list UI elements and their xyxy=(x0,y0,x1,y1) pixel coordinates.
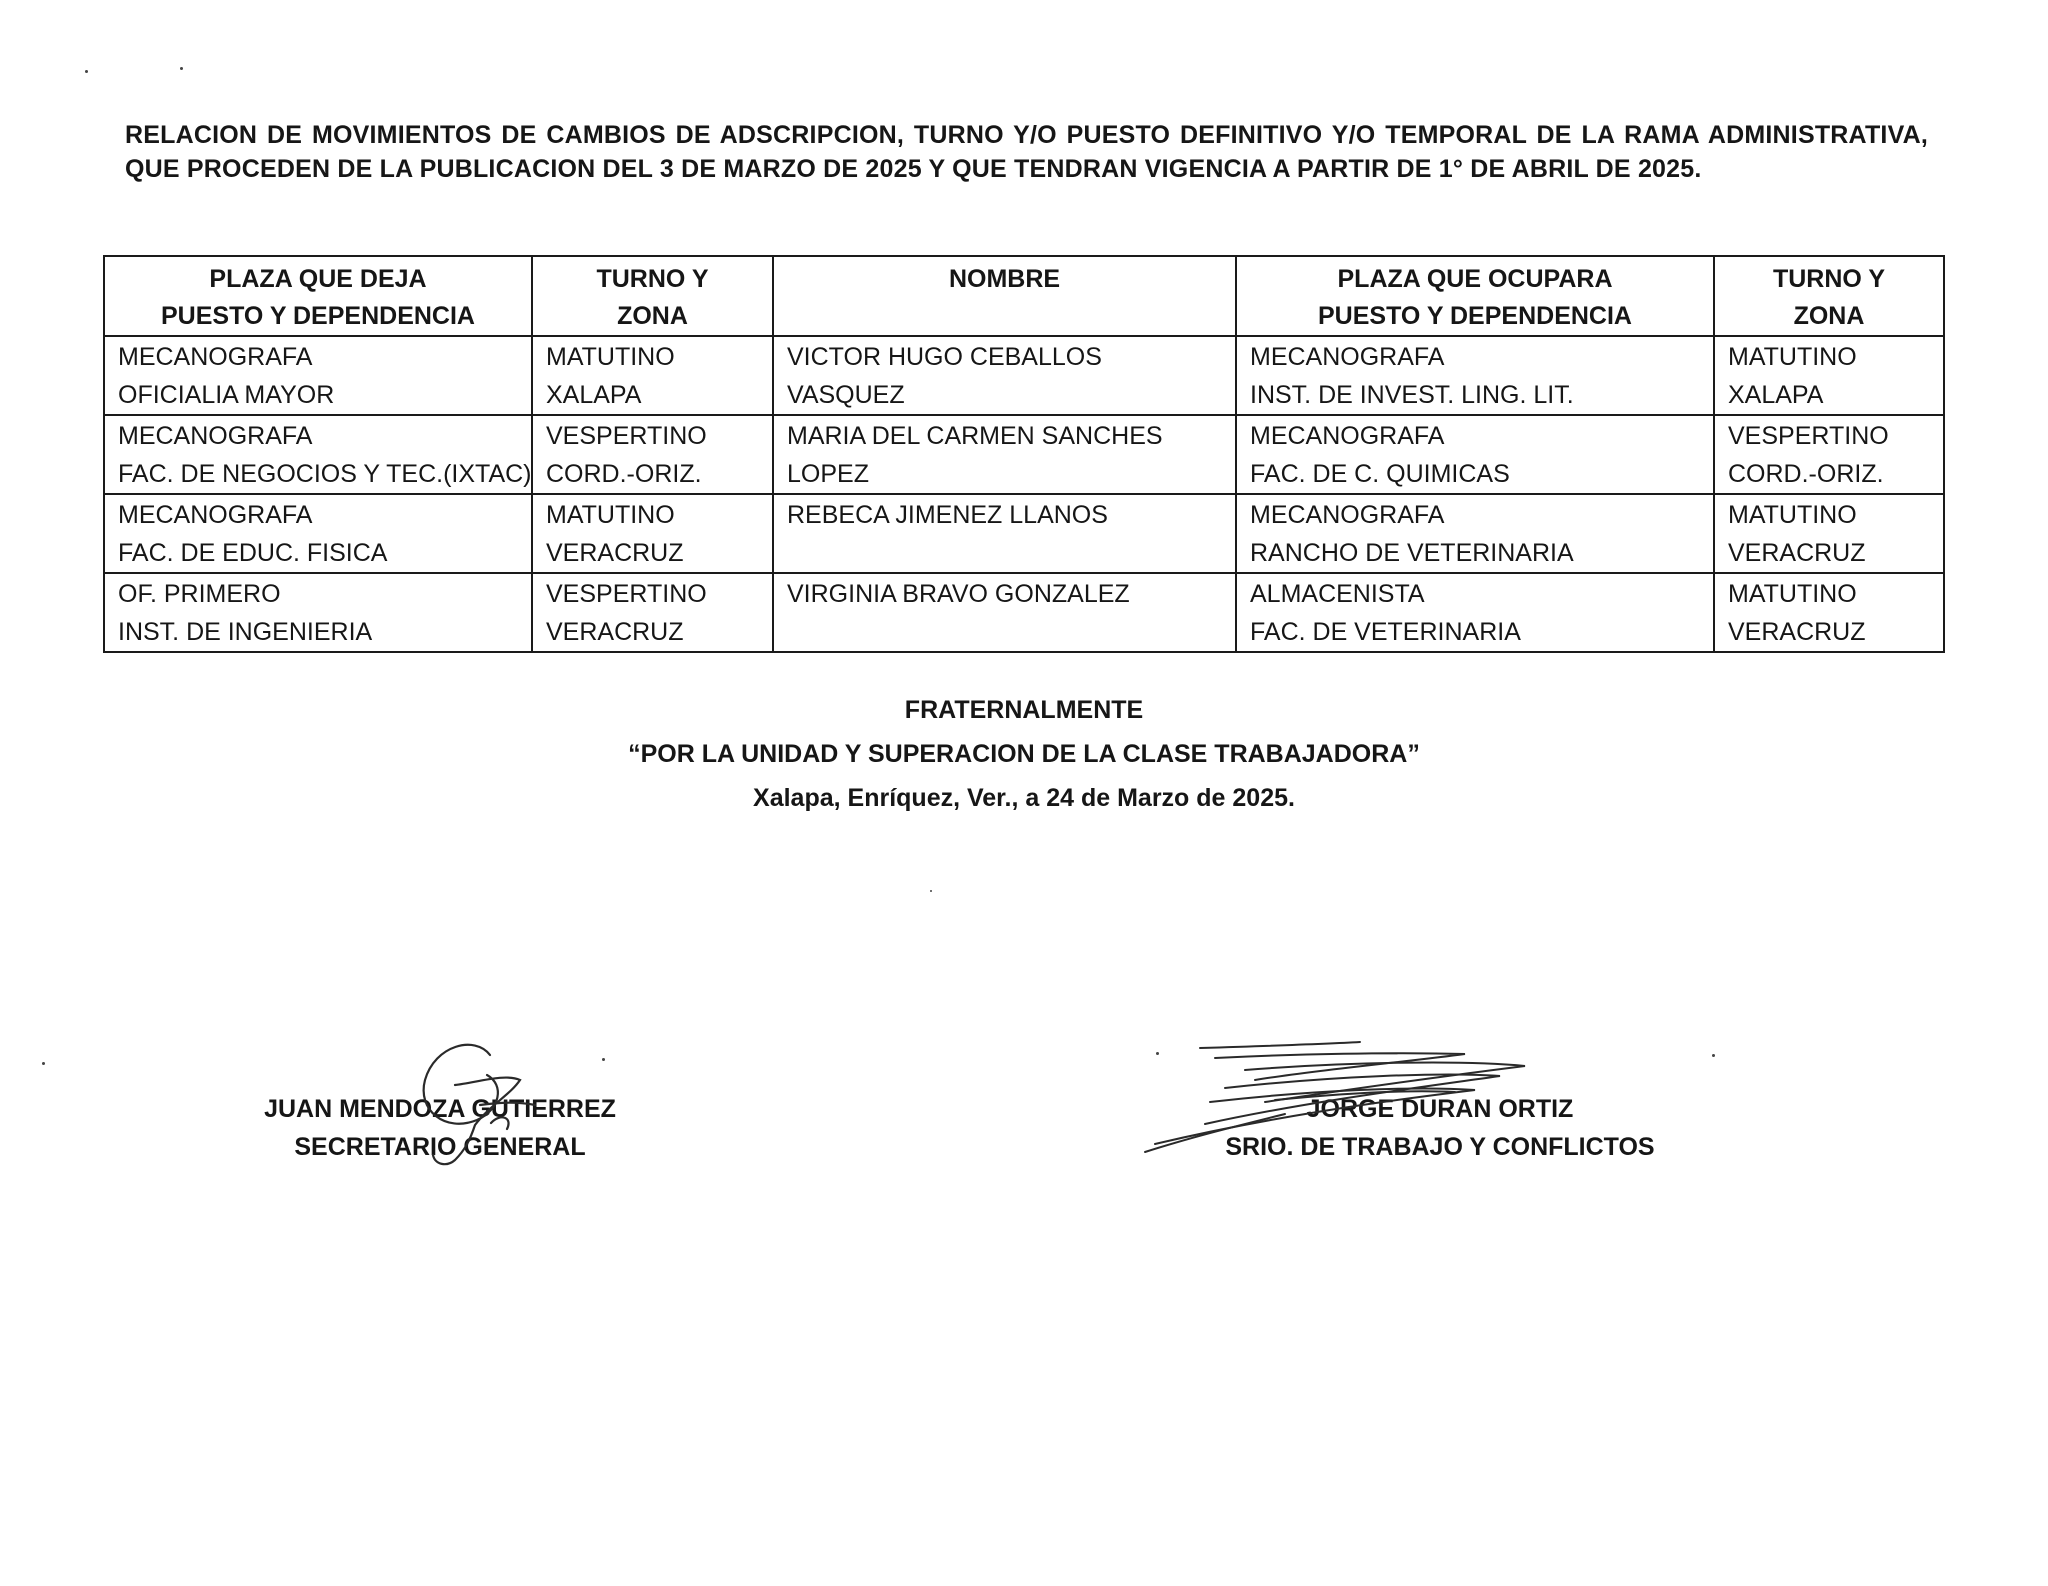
table-cell xyxy=(104,573,532,652)
table-row xyxy=(104,415,1944,494)
cell-line: INST. DE INVEST. LING. LIT. xyxy=(1250,381,1574,409)
signatory-name: JUAN MENDOZA GUTIERREZ xyxy=(264,1095,616,1123)
cell-line: CORD.-ORIZ. xyxy=(546,460,702,488)
header-line: NOMBRE xyxy=(948,265,1061,293)
header-nombre xyxy=(773,256,1236,336)
cell-line: OF. PRIMERO xyxy=(118,580,281,608)
scan-speck xyxy=(85,70,88,73)
table-cell xyxy=(1714,573,1944,652)
scan-speck xyxy=(602,1058,605,1061)
header-plaza-que-deja xyxy=(104,256,532,336)
cell-line: MECANOGRAFA xyxy=(1250,501,1445,529)
cell-line: VESPERTINO xyxy=(546,580,707,608)
table-cell xyxy=(104,494,532,573)
cell-line: MATUTINO xyxy=(1728,343,1857,371)
table-cell xyxy=(1714,494,1944,573)
cell-line: MARIA DEL CARMEN SANCHES xyxy=(787,422,1163,450)
cell-line: VERACRUZ xyxy=(1728,618,1866,646)
table-row xyxy=(104,494,1944,573)
header-plaza-que-ocupara xyxy=(1236,256,1714,336)
header-line: ZONA xyxy=(617,302,688,330)
cell-line: MECANOGRAFA xyxy=(118,343,313,371)
table-cell xyxy=(1714,415,1944,494)
cell-line: INST. DE INGENIERIA xyxy=(118,618,373,646)
cell-line: VASQUEZ xyxy=(787,381,905,409)
cell-line: MATUTINO xyxy=(1728,501,1857,529)
cell-line: VERACRUZ xyxy=(546,539,684,567)
cell-line: ALMACENISTA xyxy=(1250,580,1425,608)
cell-line: VIRGINIA BRAVO GONZALEZ xyxy=(787,580,1130,608)
table-cell xyxy=(1236,494,1714,573)
document-heading: RELACION DE MOVIMIENTOS DE CAMBIOS DE ADSCRIPCION, TURNO Y/O PUESTO DEFINITIVO Y/O TEMPORAL DE LA RAMA ADMINISTRATIVA, QUE PROCEDEN DE LA PUBLICACION DEL 3 DE MARZO DE 2025 Y QUE TENDRAN VIGENCIA A PARTIR DE 1° DE ABRIL DE 2025. xyxy=(125,121,1928,183)
header-line: PUESTO Y DEPENDENCIA xyxy=(161,302,475,330)
cell-line: XALAPA xyxy=(1728,381,1824,409)
header-line: TURNO Y xyxy=(596,265,709,293)
header-line: TURNO Y xyxy=(1772,265,1886,293)
table-cell xyxy=(773,415,1236,494)
table-cell xyxy=(773,494,1236,573)
table-cell xyxy=(773,573,1236,652)
cell-line: FAC. DE NEGOCIOS Y TEC.(IXTAC) xyxy=(118,460,532,488)
cell-line: MATUTINO xyxy=(546,501,675,529)
cell-line: VERACRUZ xyxy=(1728,539,1866,567)
cell-line: FAC. DE EDUC. FISICA xyxy=(118,539,388,567)
table-header-row xyxy=(104,256,1944,336)
cell-line: REBECA JIMENEZ LLANOS xyxy=(787,501,1108,529)
table-cell xyxy=(773,336,1236,415)
table-cell xyxy=(532,415,773,494)
closing-salutation: FRATERNALMENTE xyxy=(904,696,1144,724)
cell-line: OFICIALIA MAYOR xyxy=(118,381,335,409)
header-line: PUESTO Y DEPENDENCIA xyxy=(1318,302,1632,330)
table-cell xyxy=(1714,336,1944,415)
cell-line: MATUTINO xyxy=(546,343,675,371)
table-cell xyxy=(1236,573,1714,652)
table-cell xyxy=(532,494,773,573)
scan-speck xyxy=(930,890,932,892)
table-row xyxy=(104,336,1944,415)
cell-line: VICTOR HUGO CEBALLOS xyxy=(787,343,1102,371)
cell-line: MECANOGRAFA xyxy=(1250,343,1445,371)
cell-line: VESPERTINO xyxy=(1728,422,1889,450)
cell-line: VERACRUZ xyxy=(546,618,684,646)
header-line: ZONA xyxy=(1793,302,1865,330)
header-turno-zona-origen xyxy=(532,256,773,336)
cell-line: XALAPA xyxy=(546,381,642,409)
table-cell xyxy=(532,573,773,652)
scan-speck xyxy=(1712,1054,1715,1057)
cell-line: LOPEZ xyxy=(787,460,869,488)
signatory-name: JORGE DURAN ORTIZ xyxy=(1306,1095,1574,1123)
table-row xyxy=(104,573,1944,652)
movements-table xyxy=(103,255,1945,653)
scan-speck xyxy=(42,1062,45,1065)
cell-line: VESPERTINO xyxy=(546,422,707,450)
cell-line: CORD.-ORIZ. xyxy=(1728,460,1884,488)
header-line: PLAZA QUE DEJA xyxy=(209,265,427,293)
closing-motto: “POR LA UNIDAD Y SUPERACION DE LA CLASE TRABAJADORA” xyxy=(628,740,1420,768)
table-cell xyxy=(1236,336,1714,415)
cell-line: MECANOGRAFA xyxy=(118,422,313,450)
table-cell xyxy=(1236,415,1714,494)
scan-speck xyxy=(180,67,183,70)
table-cell xyxy=(104,336,532,415)
cell-line: MECANOGRAFA xyxy=(118,501,313,529)
handwritten-signature-icon xyxy=(1115,1040,1675,1160)
header-turno-zona-destino xyxy=(1714,256,1944,336)
cell-line: FAC. DE C. QUIMICAS xyxy=(1250,460,1510,488)
table-cell xyxy=(104,415,532,494)
signatory-title: SECRETARIO GENERAL xyxy=(294,1133,586,1161)
header-line: PLAZA QUE OCUPARA xyxy=(1337,265,1613,293)
handwritten-signature-icon xyxy=(395,1025,575,1175)
cell-line: MATUTINO xyxy=(1728,580,1857,608)
signatory-title: SRIO. DE TRABAJO Y CONFLICTOS xyxy=(1225,1133,1655,1161)
cell-line: FAC. DE VETERINARIA xyxy=(1250,618,1521,646)
closing-place-date: Xalapa, Enríquez, Ver., a 24 de Marzo de 2025. xyxy=(753,784,1295,812)
cell-line: RANCHO DE VETERINARIA xyxy=(1250,539,1574,567)
table-cell xyxy=(532,336,773,415)
cell-line: MECANOGRAFA xyxy=(1250,422,1445,450)
